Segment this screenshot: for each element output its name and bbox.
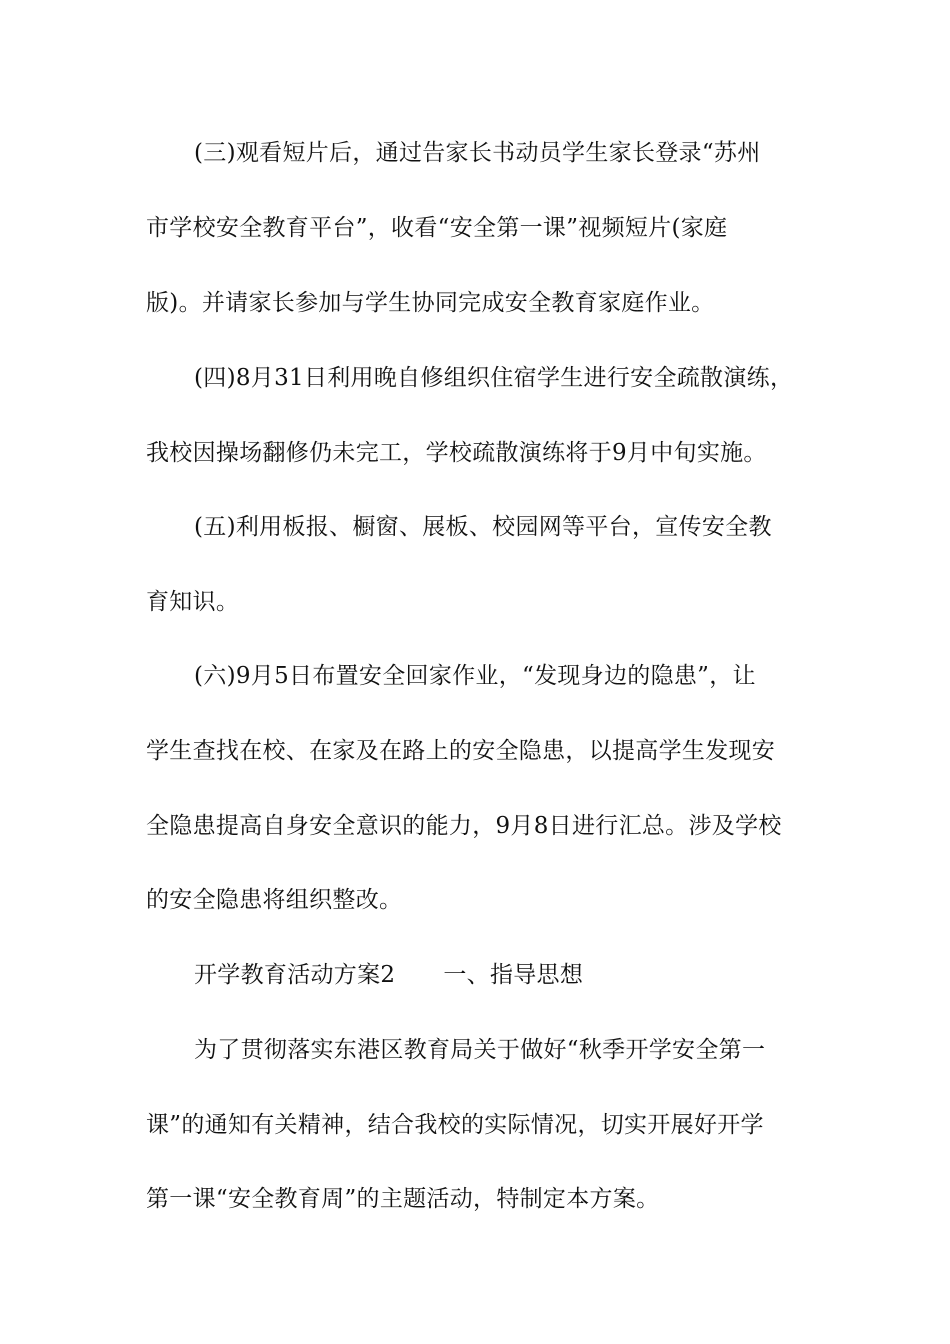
paragraph-6-line-3: 全隐患提高自身安全意识的能力，9月8日进行汇总。涉及学校 xyxy=(146,813,782,839)
guiding-paragraph-line-1: 为了贯彻落实东港区教育局关于做好“秋季开学安全第一 xyxy=(194,1037,766,1063)
plan-title: 开学教育活动方案2 xyxy=(194,962,396,988)
paragraph-4-line-1: (四)8月31日利用晚自修组织住宿学生进行安全疏散演练， xyxy=(194,365,794,391)
section-title: 一、指导思想 xyxy=(443,962,584,988)
paragraph-3-line-2: 市学校安全教育平台”，收看“安全第一课”视频短片(家庭 xyxy=(146,215,728,241)
paragraph-3-line-3: 版)。并请家长参加与学生协同完成安全教育家庭作业。 xyxy=(146,290,715,316)
paragraph-6-line-2: 学生查找在校、在家及在路上的安全隐患，以提高学生发现安 xyxy=(146,738,776,764)
paragraph-3-line-1: (三)观看短片后，通过告家长书动员学生家长登录“苏州 xyxy=(194,140,761,166)
paragraph-5-line-2: 育知识。 xyxy=(146,589,240,615)
guiding-paragraph-line-2: 课”的通知有关精神，结合我校的实际情况，切实开展好开学 xyxy=(146,1112,764,1138)
paragraph-6-line-4: 的安全隐患将组织整改。 xyxy=(146,887,403,913)
paragraph-6-line-1: (六)9月5日布置安全回家作业，“发现身边的隐患”，让 xyxy=(194,663,756,689)
guiding-paragraph-line-3: 第一课“安全教育周”的主题活动，特制定本方案。 xyxy=(146,1186,660,1212)
section-heading xyxy=(194,955,874,995)
paragraph-5-line-1: (五)利用板报、橱窗、展板、校园网等平台，宣传安全教 xyxy=(194,514,772,540)
paragraph-4-line-2: 我校因操场翻修仍未完工，学校疏散演练将于9月中旬实施。 xyxy=(146,440,767,466)
